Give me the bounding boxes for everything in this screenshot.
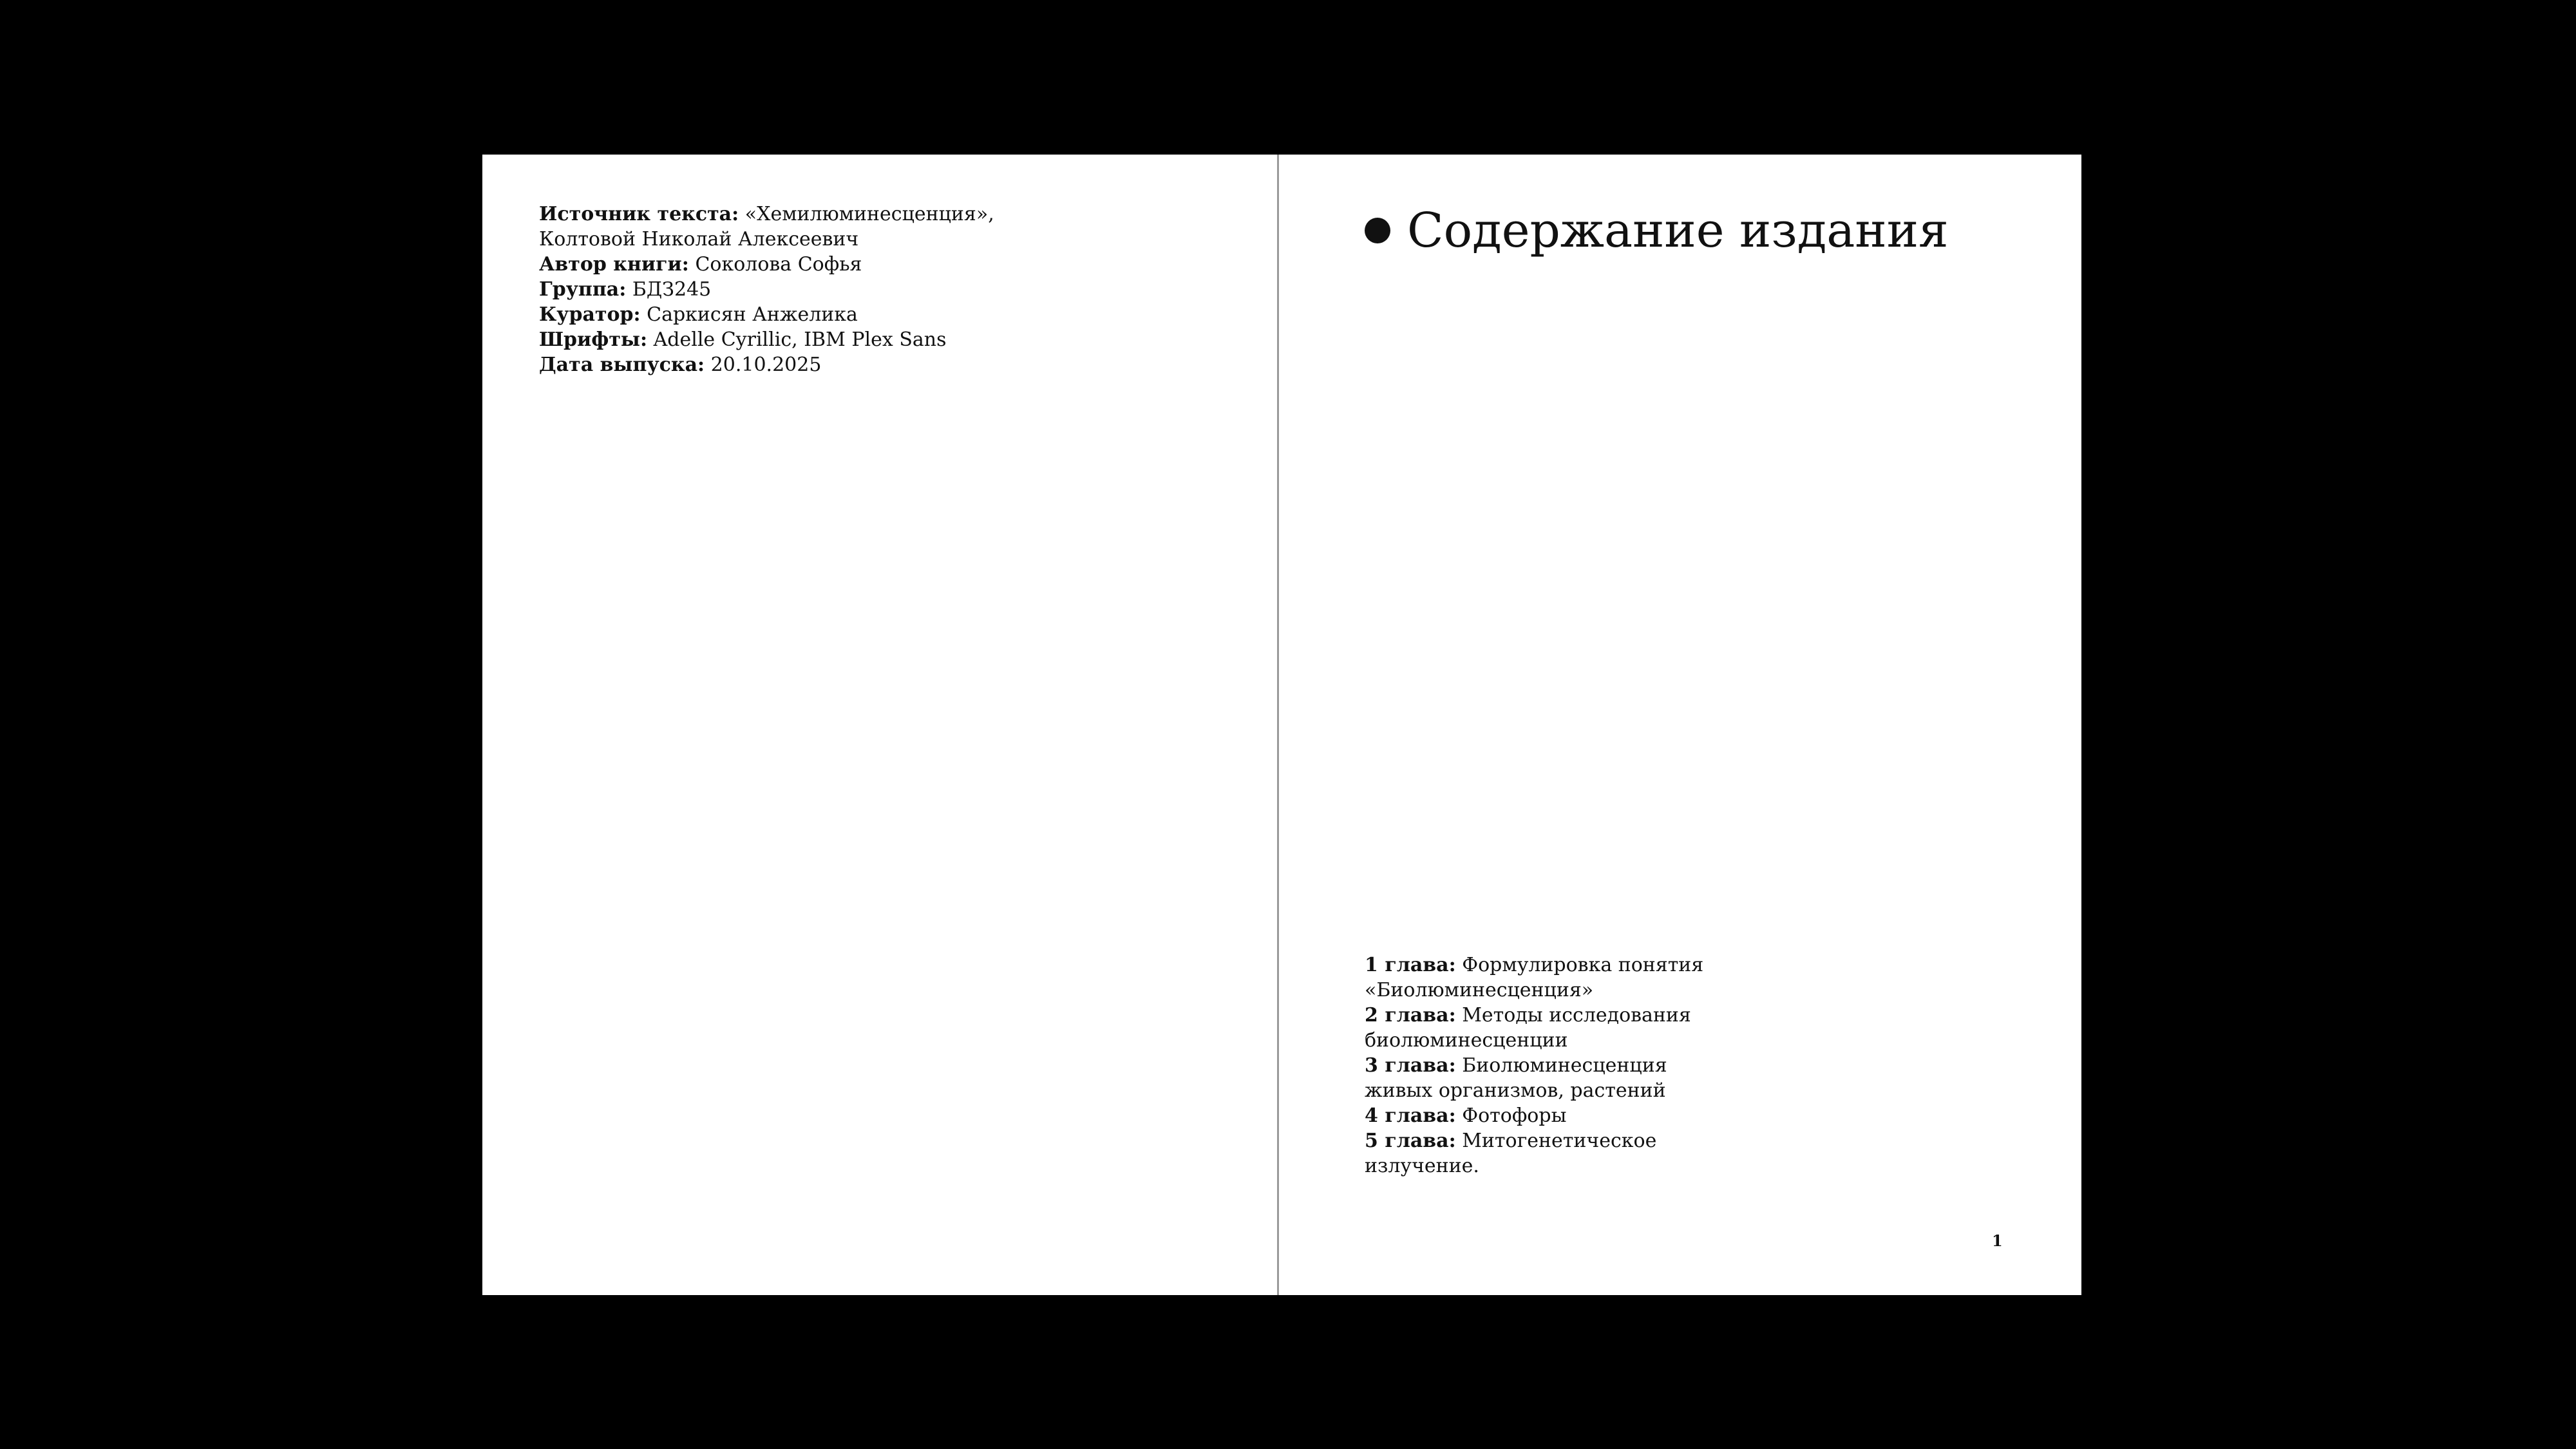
imprint-group-label: Группа: — [539, 278, 627, 301]
imprint-author-line — [539, 252, 1119, 277]
toc-chapter-title: Митогенетическое — [1462, 1130, 1657, 1152]
toc-item-chapter-5 — [1365, 1128, 1725, 1179]
imprint-block — [539, 202, 1119, 377]
toc-chapter-title-cont: «Биолюминесценция» — [1365, 979, 1594, 1001]
toc-item-chapter-2 — [1365, 1003, 1725, 1053]
toc-chapter-label: 1 глава: — [1365, 954, 1456, 976]
right-page — [1279, 155, 2079, 1295]
imprint-date-line — [539, 352, 1119, 377]
imprint-source-label: Источник текста: — [539, 203, 739, 225]
table-of-contents — [1365, 952, 1725, 1179]
contents-heading — [1365, 198, 1949, 263]
imprint-group-value: БДЗ245 — [632, 278, 712, 301]
toc-chapter-label: 3 глава: — [1365, 1054, 1456, 1077]
imprint-curator-line — [539, 302, 1119, 327]
imprint-source-line — [539, 202, 1119, 227]
toc-chapter-title-cont: излучение. — [1365, 1155, 1479, 1177]
page-number: 1 — [1992, 1231, 2003, 1250]
toc-item-chapter-3 — [1365, 1053, 1725, 1103]
toc-chapter-title: Фотофоры — [1462, 1104, 1567, 1127]
toc-chapter-label: 2 глава: — [1365, 1004, 1456, 1027]
toc-chapter-title-cont: живых организмов, растений — [1365, 1079, 1666, 1102]
imprint-fonts-line — [539, 327, 1119, 352]
imprint-source-value-cont: Колтовой Николай Алексеевич — [539, 228, 859, 251]
imprint-group-line — [539, 277, 1119, 302]
toc-chapter-label: 5 глава: — [1365, 1130, 1456, 1152]
imprint-fonts-value: Adelle Cyrillic, IBM Plex Sans — [653, 328, 947, 351]
toc-item-chapter-4 — [1365, 1103, 1725, 1128]
toc-item-chapter-1 — [1365, 952, 1725, 1003]
toc-chapter-title: Биолюминесценция — [1462, 1054, 1667, 1077]
toc-chapter-label: 4 глава: — [1365, 1104, 1456, 1127]
toc-chapter-title: Методы исследования — [1462, 1004, 1691, 1027]
imprint-author-value: Соколова Софья — [695, 253, 862, 276]
contents-title: Содержание издания — [1407, 203, 1949, 258]
left-page — [482, 155, 1279, 1295]
imprint-source-value: «Хемилюминесценция», — [744, 203, 994, 225]
imprint-date-value: 20.10.2025 — [710, 354, 822, 376]
imprint-fonts-label: Шрифты: — [539, 328, 648, 351]
imprint-author-label: Автор книги: — [539, 253, 689, 276]
book-spread — [482, 155, 2081, 1295]
bullet-icon — [1365, 218, 1390, 243]
imprint-curator-value: Саркисян Анжелика — [647, 303, 858, 326]
imprint-date-label: Дата выпуска: — [539, 354, 705, 376]
imprint-curator-label: Куратор: — [539, 303, 641, 326]
toc-chapter-title-cont: биолюминесценции — [1365, 1029, 1568, 1052]
toc-chapter-title: Формулировка понятия — [1462, 954, 1704, 976]
